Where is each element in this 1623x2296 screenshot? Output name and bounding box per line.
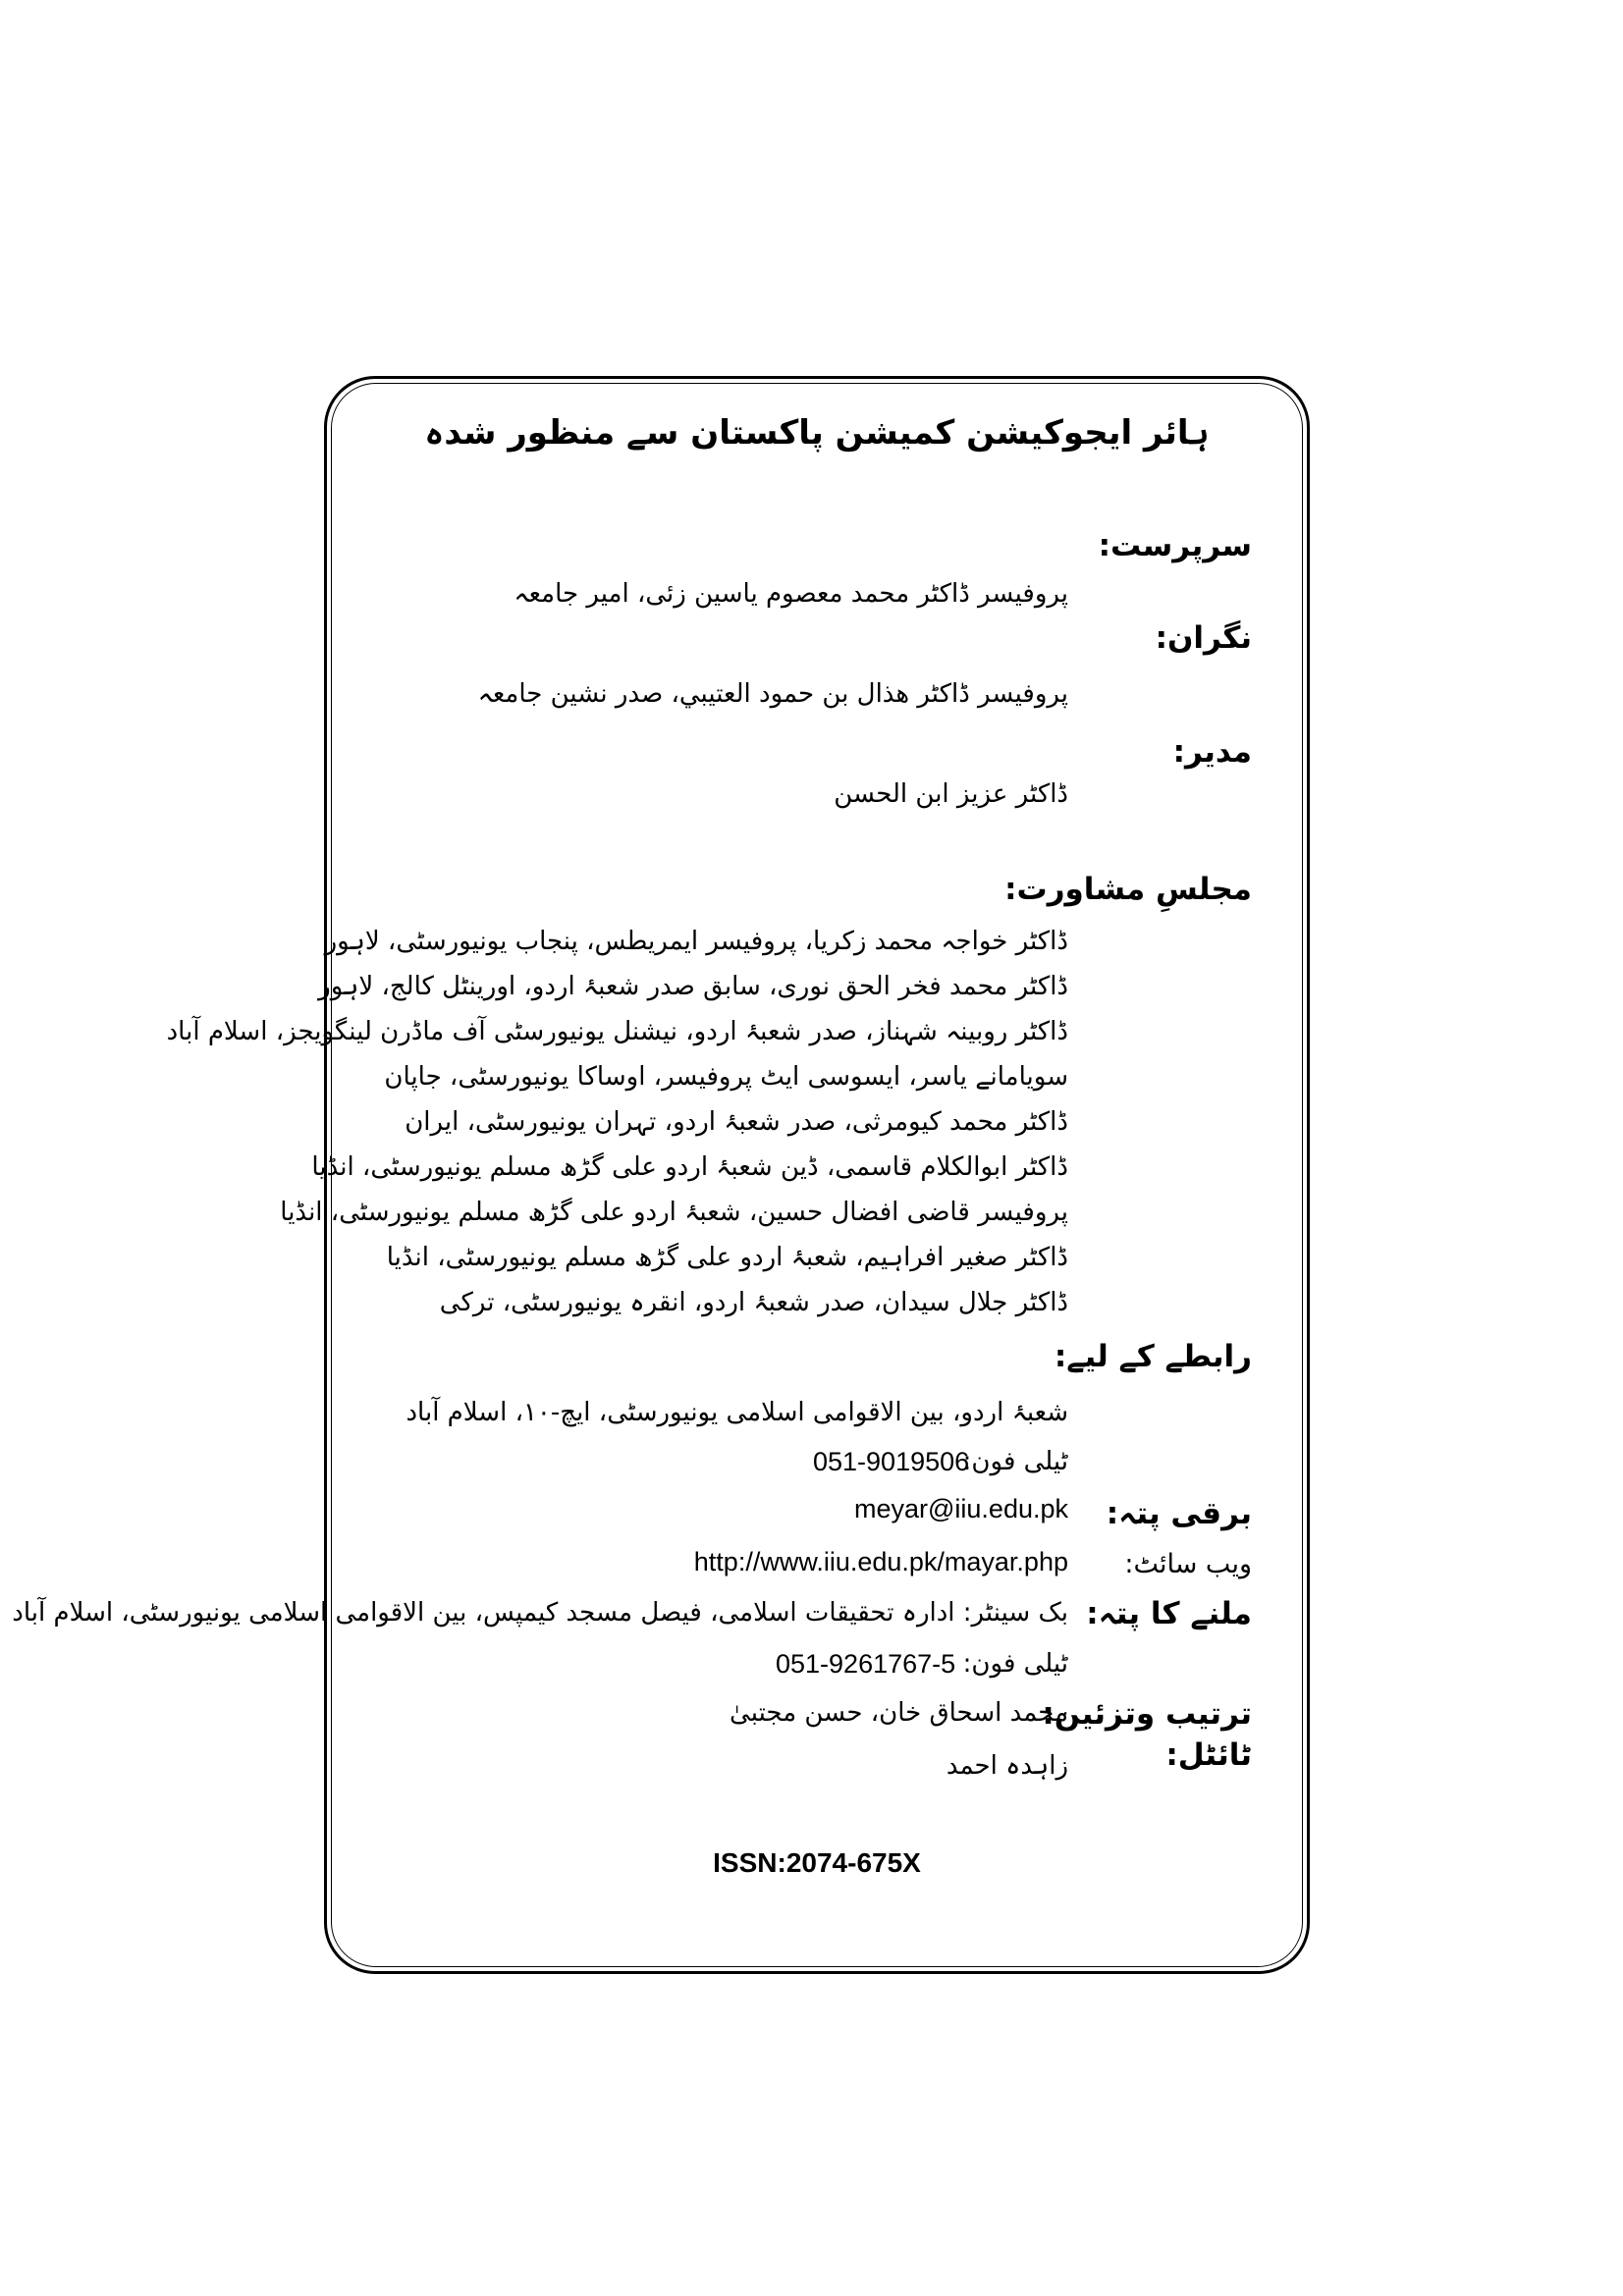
title-design-label: ٹائٹل: bbox=[1165, 1737, 1252, 1773]
availability-value: بک سینٹر: ادارہ تحقیقات اسلامی، فیصل مسجد کیمپس، بین الاقوامی اسلامی یونیورسٹی، اسلام آباد bbox=[12, 1598, 1068, 1628]
patron-label: سرپرست: bbox=[1098, 528, 1252, 563]
editor-value: ڈاکٹر عزیز ابن الحسن bbox=[834, 779, 1068, 809]
title-design-value: زاہدہ احمد bbox=[946, 1751, 1068, 1781]
contact-address: شعبۂ اردو، بین الاقوامی اسلامی یونیورسٹی، ایچ-۱۰، اسلام آباد bbox=[406, 1398, 1068, 1427]
website-link[interactable]: http://www.iiu.edu.pk/mayar.php bbox=[693, 1547, 1068, 1576]
journal-approval-heading: ہائر ایجوکیشن کمیشن پاکستان سے منظور شدہ bbox=[424, 413, 1210, 453]
advisory-member: ڈاکٹر محمد کیومرثی، صدر شعبۂ اردو، تہران یونیورسٹی، ایران bbox=[405, 1107, 1068, 1137]
availability-phone: 051-9261767-5 bbox=[776, 1649, 956, 1679]
advisory-member: پروفیسر قاضی افضال حسین، شعبۂ اردو علی گڑھ مسلم یونیورسٹی، انڈیا bbox=[280, 1198, 1068, 1227]
layout-design-value: محمد اسحاق خان، حسن مجتبیٰ bbox=[730, 1698, 1068, 1728]
advisory-member: ڈاکٹر جلال سیدان، صدر شعبۂ اردو، انقرہ یونیورسٹی، ترکی bbox=[439, 1288, 1068, 1317]
contact-label: رابطے کے لیے: bbox=[1054, 1339, 1252, 1374]
advisory-member: سویامانے یاسر، ایسوسی ایٹ پروفیسر، اوساکا یونیورسٹی، جاپان bbox=[384, 1062, 1068, 1092]
advisory-member: ڈاکٹر صغیر افراہیم، شعبۂ اردو علی گڑھ مسلم یونیورسٹی، انڈیا bbox=[386, 1243, 1068, 1272]
supervisor-value: پروفیسر ڈاکٹر هذال بن حمود العتيبي، صدر نشین جامعہ bbox=[477, 679, 1068, 709]
advisory-member: ڈاکٹر محمد فخر الحق نوری، سابق صدر شعبۂ اردو، اورینٹل کالج، لاہور bbox=[318, 972, 1068, 1001]
advisory-member: ڈاکٹر ابوالکلام قاسمی، ڈین شعبۂ اردو علی گڑھ مسلم یونیورسٹی، انڈیا bbox=[311, 1152, 1068, 1182]
issn-number: ISSN:2074-675X bbox=[713, 1847, 921, 1878]
advisory-member: ڈاکٹر خواجہ محمد زکریا، پروفیسر ایمریطس، پنجاب یونیورسٹی، لاہور bbox=[324, 927, 1068, 956]
supervisor-label: نگران: bbox=[1155, 620, 1252, 656]
contact-phone: 051-9019506 bbox=[813, 1447, 970, 1476]
website-label: ویب سائٹ: bbox=[1124, 1549, 1252, 1579]
availability-label: ملنے کا پتہ: bbox=[1086, 1596, 1252, 1631]
patron-value: پروفیسر ڈاکٹر محمد معصوم یاسین زئی، امیر جامعہ bbox=[514, 579, 1068, 609]
layout-design-label: ترتیب وتزئین: bbox=[1042, 1696, 1252, 1732]
advisory-board-label: مجلسِ مشاورت: bbox=[1004, 872, 1252, 907]
email-label: برقی پتہ: bbox=[1106, 1496, 1252, 1531]
availability-phone-label: ٹیلی فون: bbox=[962, 1649, 1068, 1679]
email-link[interactable]: meyar@iiu.edu.pk bbox=[853, 1494, 1068, 1523]
contact-phone-label: ٹیلی فون: bbox=[962, 1447, 1068, 1476]
editor-label: مدیر: bbox=[1172, 734, 1252, 770]
advisory-member: ڈاکٹر روبینہ شہناز، صدر شعبۂ اردو، نیشنل یونیورسٹی آف ماڈرن لینگویجز، اسلام آباد bbox=[166, 1017, 1068, 1046]
